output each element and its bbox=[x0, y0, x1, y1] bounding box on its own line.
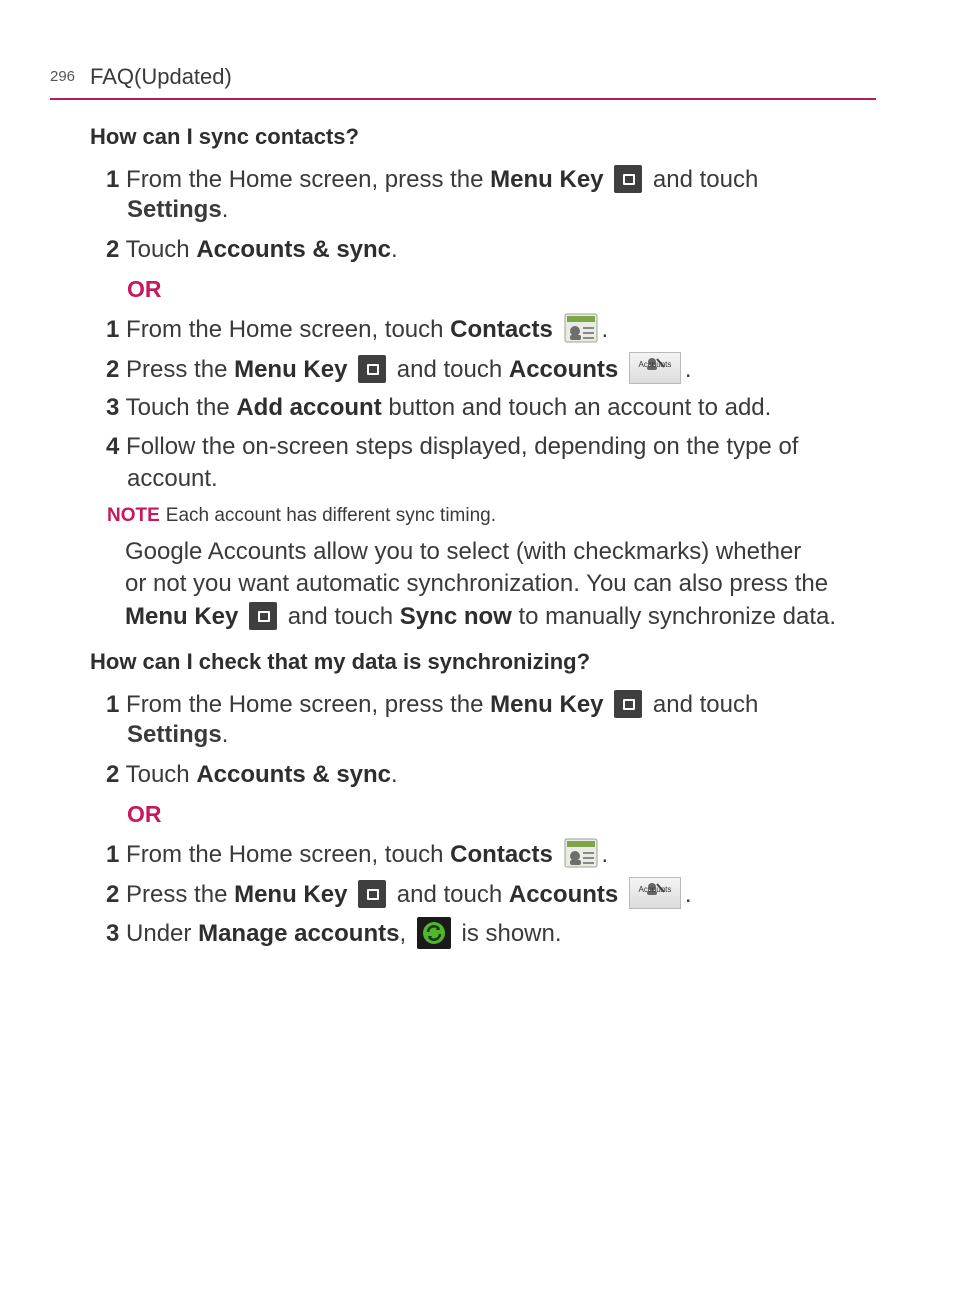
step-text: . bbox=[221, 196, 229, 223]
accounts-icon bbox=[629, 352, 681, 384]
step-text: , bbox=[399, 920, 413, 947]
step-text: and touch bbox=[396, 881, 509, 908]
paragraph-line-3 bbox=[125, 601, 836, 634]
contacts-icon bbox=[564, 313, 598, 343]
or-divider: OR bbox=[127, 276, 162, 302]
page-header bbox=[50, 64, 876, 100]
accounts-label: Accounts bbox=[508, 881, 619, 908]
paragraph-line-2: or not you want automatic synchronization. You can also press the bbox=[125, 570, 829, 597]
step-number: 1 bbox=[106, 841, 120, 868]
menu-key-label: Menu Key bbox=[234, 881, 348, 908]
paragraph-line-1: Google Accounts allow you to select (with checkmarks) whether bbox=[125, 538, 802, 565]
step-text: Press the bbox=[126, 881, 235, 908]
menu-key-icon bbox=[358, 355, 386, 383]
accounts-icon-label: Accounts bbox=[638, 359, 672, 369]
step-text: Touch the bbox=[125, 394, 237, 421]
step-1 bbox=[106, 164, 758, 196]
menu-key-label: Menu Key bbox=[490, 166, 604, 193]
step-1-continued bbox=[127, 194, 228, 226]
menu-key-icon bbox=[358, 880, 386, 908]
menu-key-icon bbox=[614, 165, 642, 193]
alt-step-3 bbox=[106, 918, 562, 951]
settings-label: Settings bbox=[127, 196, 222, 223]
step-text: . bbox=[221, 721, 229, 748]
question-check-sync: How can I check that my data is synchronizing? bbox=[90, 649, 591, 674]
step-text: button and touch an account to add. bbox=[381, 394, 772, 421]
accounts-sync-label: Accounts & sync bbox=[196, 236, 392, 263]
contacts-label: Contacts bbox=[450, 316, 553, 343]
step-text: . bbox=[684, 356, 692, 383]
accounts-sync-label: Accounts & sync bbox=[196, 761, 392, 788]
menu-key-label: Menu Key bbox=[125, 603, 239, 630]
alt-step-4 bbox=[106, 431, 798, 463]
step-text: From the Home screen, press the bbox=[126, 691, 491, 718]
step-number: 2 bbox=[106, 881, 120, 908]
step-text: and touch bbox=[652, 166, 759, 193]
step-1-continued bbox=[127, 719, 228, 751]
alt-step-1 bbox=[106, 314, 608, 346]
step-text: Touch bbox=[125, 236, 197, 263]
note bbox=[107, 505, 496, 527]
step-text: From the Home screen, touch bbox=[126, 841, 451, 868]
step-2 bbox=[106, 234, 398, 266]
note-text: Each account has different sync timing. bbox=[165, 505, 496, 526]
step-number: 3 bbox=[106, 394, 120, 421]
page-number: 296 bbox=[50, 68, 76, 85]
add-account-label: Add account bbox=[236, 394, 382, 421]
step-text: and touch bbox=[396, 356, 509, 383]
accounts-icon bbox=[629, 877, 681, 909]
menu-key-icon bbox=[614, 690, 642, 718]
step-text: Touch bbox=[125, 761, 197, 788]
step-text: Press the bbox=[126, 356, 235, 383]
step-number: 1 bbox=[106, 691, 120, 718]
sync-icon bbox=[417, 917, 451, 949]
question-sync-contacts: How can I sync contacts? bbox=[90, 124, 359, 149]
alt-step-2 bbox=[106, 354, 692, 387]
menu-key-label: Menu Key bbox=[490, 691, 604, 718]
step-text: Under bbox=[126, 920, 199, 947]
step-text: . bbox=[391, 761, 398, 788]
settings-label: Settings bbox=[127, 721, 222, 748]
step-text: . bbox=[684, 881, 692, 908]
sync-now-label: Sync now bbox=[399, 603, 512, 630]
step-text: From the Home screen, press the bbox=[126, 166, 491, 193]
step-text: is shown. bbox=[454, 920, 562, 947]
step-text: . bbox=[601, 841, 609, 868]
alt-step-1 bbox=[106, 839, 608, 871]
or-divider: OR bbox=[127, 801, 162, 827]
menu-key-icon bbox=[249, 602, 277, 630]
step-2 bbox=[106, 759, 398, 791]
manage-accounts-label: Manage accounts bbox=[198, 920, 400, 947]
paragraph-text: and touch bbox=[287, 603, 400, 630]
step-number: 4 bbox=[106, 433, 120, 460]
accounts-label: Accounts bbox=[508, 356, 619, 383]
alt-step-3 bbox=[106, 392, 771, 424]
step-number: 2 bbox=[106, 236, 120, 263]
step-number: 2 bbox=[106, 356, 120, 383]
step-text: and touch bbox=[652, 691, 759, 718]
note-tag: NOTE bbox=[107, 505, 160, 526]
step-text: From the Home screen, touch bbox=[126, 316, 451, 343]
accounts-icon-label: Accounts bbox=[638, 884, 672, 894]
menu-key-label: Menu Key bbox=[234, 356, 348, 383]
contacts-icon bbox=[564, 838, 598, 868]
alt-step-2 bbox=[106, 879, 692, 912]
step-text: . bbox=[391, 236, 398, 263]
header-title: FAQ(Updated) bbox=[90, 64, 232, 89]
step-1 bbox=[106, 689, 758, 721]
step-text: Follow the on-screen steps displayed, depending on the type of bbox=[126, 433, 799, 460]
paragraph-text: to manually synchronize data. bbox=[511, 603, 837, 630]
step-text: . bbox=[601, 316, 609, 343]
step-number: 2 bbox=[106, 761, 120, 788]
step-number: 1 bbox=[106, 316, 120, 343]
alt-step-4-continued: account. bbox=[127, 465, 218, 492]
contacts-label: Contacts bbox=[450, 841, 553, 868]
step-number: 3 bbox=[106, 920, 120, 947]
step-number: 1 bbox=[106, 166, 120, 193]
